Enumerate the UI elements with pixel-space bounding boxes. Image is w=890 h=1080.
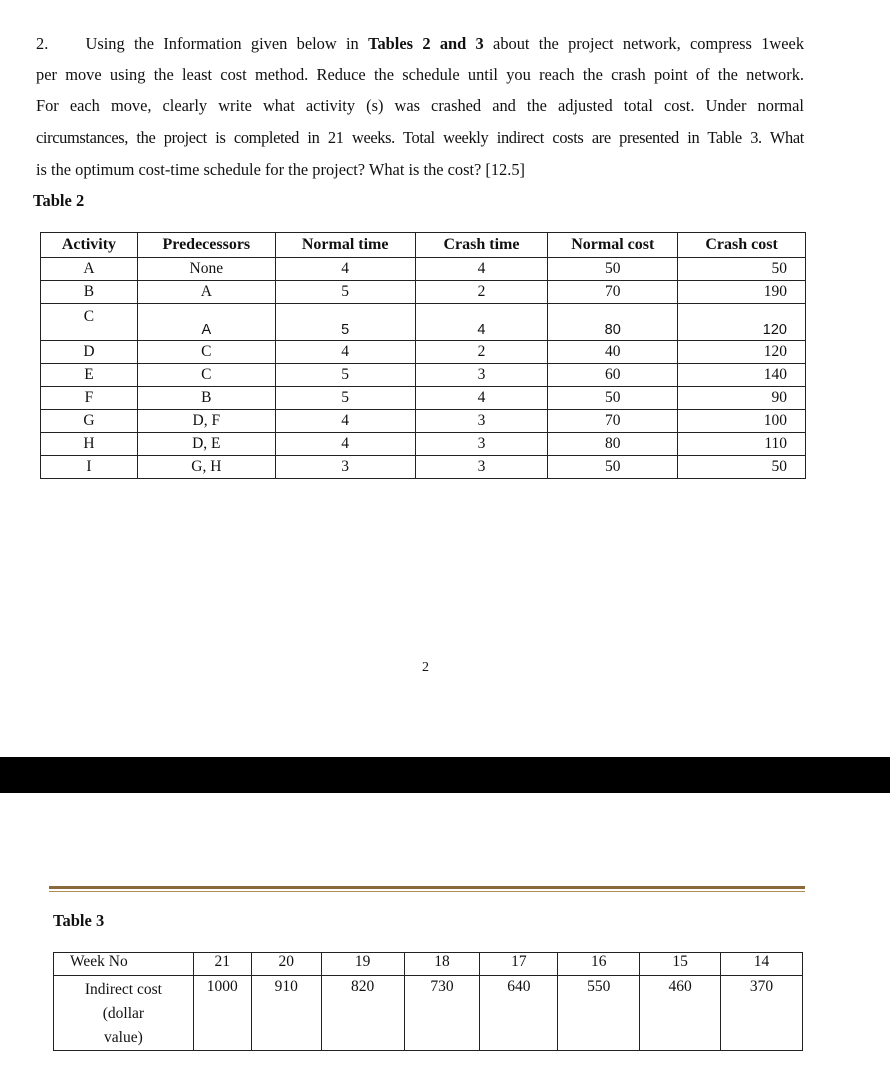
table-cell: C	[137, 341, 275, 364]
week-cell: 17	[480, 953, 558, 976]
table-cell: A	[41, 258, 138, 281]
table-cell: 80	[548, 304, 678, 341]
cost-cell: 640	[480, 976, 558, 1051]
cost-cell: 1000	[193, 976, 251, 1051]
table-cell: B	[41, 281, 138, 304]
activity-table	[40, 232, 806, 479]
table-cell: 100	[678, 410, 806, 433]
table-cell: 3	[415, 456, 548, 479]
column-header: Crash time	[415, 233, 548, 258]
row-label: Indirect cost (dollar value)	[54, 976, 194, 1051]
table-cell: D	[41, 341, 138, 364]
table-cell: 5	[275, 304, 415, 341]
table-cell: 4	[415, 387, 548, 410]
table-cell: 50	[548, 456, 678, 479]
table-cell: 80	[548, 433, 678, 456]
table-cell: G, H	[137, 456, 275, 479]
table-cell: A	[137, 281, 275, 304]
table-cell: G	[41, 410, 138, 433]
column-header: Activity	[41, 233, 138, 258]
table-cell: 4	[275, 410, 415, 433]
table-cell: B	[137, 387, 275, 410]
column-header: Predecessors	[137, 233, 275, 258]
week-cell: 20	[251, 953, 321, 976]
table-cell: 50	[548, 387, 678, 410]
question-number: 2.	[36, 34, 49, 53]
horizontal-rule-thin	[49, 891, 805, 892]
table-cell: 120	[678, 304, 806, 341]
column-header: Crash cost	[678, 233, 806, 258]
table-row	[41, 281, 806, 304]
table-cell: 5	[275, 364, 415, 387]
table-cell: C	[137, 364, 275, 387]
table-cell: 70	[548, 281, 678, 304]
table-cell: 4	[415, 304, 548, 341]
black-separator-bar	[0, 757, 890, 793]
table-cell: 2	[415, 341, 548, 364]
table-cell: H	[41, 433, 138, 456]
table-cell: D, F	[137, 410, 275, 433]
week-cell: 14	[721, 953, 803, 976]
cost-cell: 820	[321, 976, 404, 1051]
table3-caption: Table 3	[53, 911, 105, 930]
table-cell: 3	[415, 433, 548, 456]
week-row	[54, 953, 803, 976]
week-cell: 19	[321, 953, 404, 976]
cost-cell: 460	[640, 976, 721, 1051]
table-header-row	[41, 233, 806, 258]
table-cell: 90	[678, 387, 806, 410]
week-cell: 16	[558, 953, 640, 976]
table-cell: 60	[548, 364, 678, 387]
table-cell: 190	[678, 281, 806, 304]
table-cell: 140	[678, 364, 806, 387]
table-cell: 50	[548, 258, 678, 281]
table-cell: 5	[275, 387, 415, 410]
question-line-3: For each move, clearly write what activity (s) was crashed and the adjusted total cost. Under normal	[36, 96, 804, 115]
cost-cell: 550	[558, 976, 640, 1051]
column-header: Normal cost	[548, 233, 678, 258]
tables-reference: Tables 2 and 3	[368, 34, 484, 53]
table-cell: E	[41, 364, 138, 387]
table-cell: 3	[415, 410, 548, 433]
table-cell: I	[41, 456, 138, 479]
table-cell: None	[137, 258, 275, 281]
table-cell: 50	[678, 456, 806, 479]
table-cell: 4	[275, 433, 415, 456]
table-cell: C	[41, 304, 138, 341]
week-cell: 15	[640, 953, 721, 976]
table-cell: F	[41, 387, 138, 410]
question-line-5: is the optimum cost-time schedule for the project? What is the cost? [12.5]	[36, 160, 526, 179]
table-cell: 3	[275, 456, 415, 479]
table-row	[41, 387, 806, 410]
cost-cell: 730	[404, 976, 480, 1051]
table-cell: 5	[275, 281, 415, 304]
table-row	[41, 410, 806, 433]
horizontal-rule	[49, 886, 805, 889]
question-line-4: circumstances, the project is completed in 21 weeks. Total weekly indirect costs are presented in Table 3. What	[36, 128, 804, 147]
table-cell: 120	[678, 341, 806, 364]
column-header: Normal time	[275, 233, 415, 258]
week-cell: 18	[404, 953, 480, 976]
table-row	[41, 433, 806, 456]
indirect-cost-table	[53, 952, 803, 1051]
table-cell: D, E	[137, 433, 275, 456]
table-row	[41, 304, 806, 341]
cost-row	[54, 976, 803, 1051]
table-cell: 4	[275, 341, 415, 364]
table-row	[41, 364, 806, 387]
table-cell: 110	[678, 433, 806, 456]
table-cell: A	[137, 304, 275, 341]
table-cell: 3	[415, 364, 548, 387]
question-line-1: 2. Using the Information given below in Tables 2 and 3 about the project network, compress 1week	[36, 34, 805, 53]
table-cell: 70	[548, 410, 678, 433]
table-cell: 40	[548, 341, 678, 364]
table-row	[41, 341, 806, 364]
cost-cell: 370	[721, 976, 803, 1051]
page-number: 2	[422, 660, 429, 675]
week-cell: 21	[193, 953, 251, 976]
table-cell: 4	[415, 258, 548, 281]
table-row	[41, 456, 806, 479]
row-label: Week No	[54, 953, 194, 976]
cost-cell: 910	[251, 976, 321, 1051]
question-line-2: per move using the least cost method. Reduce the schedule until you reach the crash point of the network.	[36, 65, 804, 84]
table-cell: 50	[678, 258, 806, 281]
table-cell: 2	[415, 281, 548, 304]
table-row	[41, 258, 806, 281]
table2-caption: Table 2	[33, 191, 85, 210]
table-cell: 4	[275, 258, 415, 281]
